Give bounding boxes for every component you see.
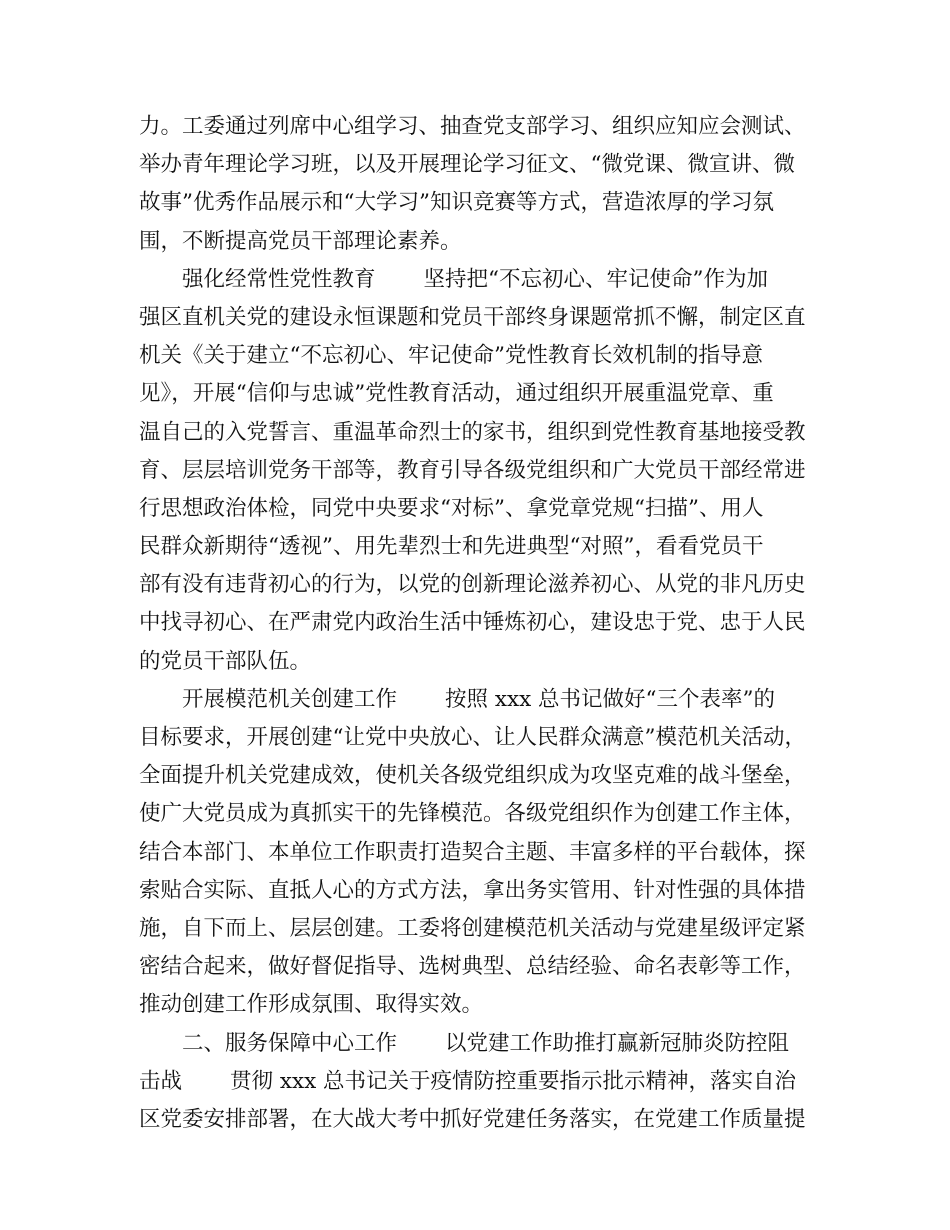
text-segment: 击战 [139, 1068, 183, 1094]
section-heading: 强化经常性党性教育 [182, 266, 376, 292]
text-line: 举办青年理论学习班，以及开展理论学习征文、“微党课、微宣讲、微 [139, 152, 795, 178]
text-segment: 贯彻 xxx 总书记关于疫情防控重要指示批示精神，落实自治 [230, 1068, 797, 1094]
section-heading: 开展模范机关创建工作 [182, 686, 398, 712]
text-line: 机关《关于建立“不忘初心、牢记使命”党性教育长效机制的指导意 [139, 343, 763, 369]
text-line: 力。工委通过列席中心组学习、抽查党支部学习、组织应知应会测试、 [139, 114, 806, 139]
text-line: 中找寻初心、在严肃党内政治生活中锤炼初心，建设忠于党、忠于人民 [139, 610, 806, 636]
text-line: 行思想政治体检，同党中央要求“对标”、拿党章党规“扫描”、用人 [139, 495, 764, 521]
section-heading: 二、服务保障中心工作 [182, 1030, 398, 1056]
text-line: 部有没有违背初心的行为，以党的创新理论滋养初心、从党的非凡历史 [139, 572, 806, 598]
text-line: 强区直机关党的建设永恒课题和党员干部终身课题常抓不懈，制定区直 [139, 304, 806, 330]
text-line: 故事”优秀作品展示和“大学习”知识竞赛等方式，营造浓厚的学习氛 [139, 190, 774, 216]
text-line: 索贴合实际、直抵人心的方式方法，拿出务实管用、针对性强的具体措 [139, 877, 806, 903]
text-line: 见》，开展“信仰与忠诚”党性教育活动，通过组织开展重温党章、重 [139, 381, 774, 407]
text-line: 育、层层培训党务干部等，教育引导各级党组织和广大党员干部经常进 [139, 457, 806, 483]
text-line: 结合本部门、本单位工作职责打造契合主题、丰富多样的平台载体，探 [139, 839, 806, 865]
section-text: 按照 xxx 总书记做好“三个表率”的 [445, 686, 776, 712]
text-line-with-gap [139, 1063, 829, 1101]
text-line: 目标要求，开展创建“让党中央放心、让人民群众满意”模范机关活动， [139, 725, 806, 750]
document-body [139, 108, 829, 1139]
text-line: 密结合起来，做好督促指导、选树典型、总结经验、命名表彰等工作， [139, 954, 806, 980]
text-line: 施，自下而上、层层创建。工委将创建模范机关活动与党建星级评定紧 [139, 915, 806, 941]
section-text: 以党建工作助推打赢新冠肺炎防控阻 [445, 1030, 790, 1056]
text-line: 推动创建工作形成氛围、取得实效。 [139, 992, 484, 1018]
text-line: 的党员干部队伍。 [139, 648, 312, 674]
text-line: 围，不断提高党员干部理论素养。 [139, 228, 462, 254]
section-text: 坚持把“不忘初心、牢记使命”作为加 [423, 266, 769, 292]
section-heading-line [139, 1025, 829, 1063]
text-line: 使广大党员成为真抓实干的先锋模范。各级党组织作为创建工作主体， [139, 801, 806, 827]
text-line: 区党委安排部署，在大战大考中抓好党建任务落实，在党建工作质量提 [139, 1106, 806, 1132]
text-line: 全面提升机关党建成效，使机关各级党组织成为攻坚克难的战斗堡垒， [139, 763, 806, 789]
text-line: 温自己的入党誓言、重温革命烈士的家书，组织到党性教育基地接受教 [139, 419, 806, 445]
section-heading-line [139, 261, 829, 299]
text-line: 民群众新期待“透视”、用先辈烈士和先进典型“对照”，看看党员干 [139, 534, 764, 560]
section-heading-line [139, 681, 829, 719]
